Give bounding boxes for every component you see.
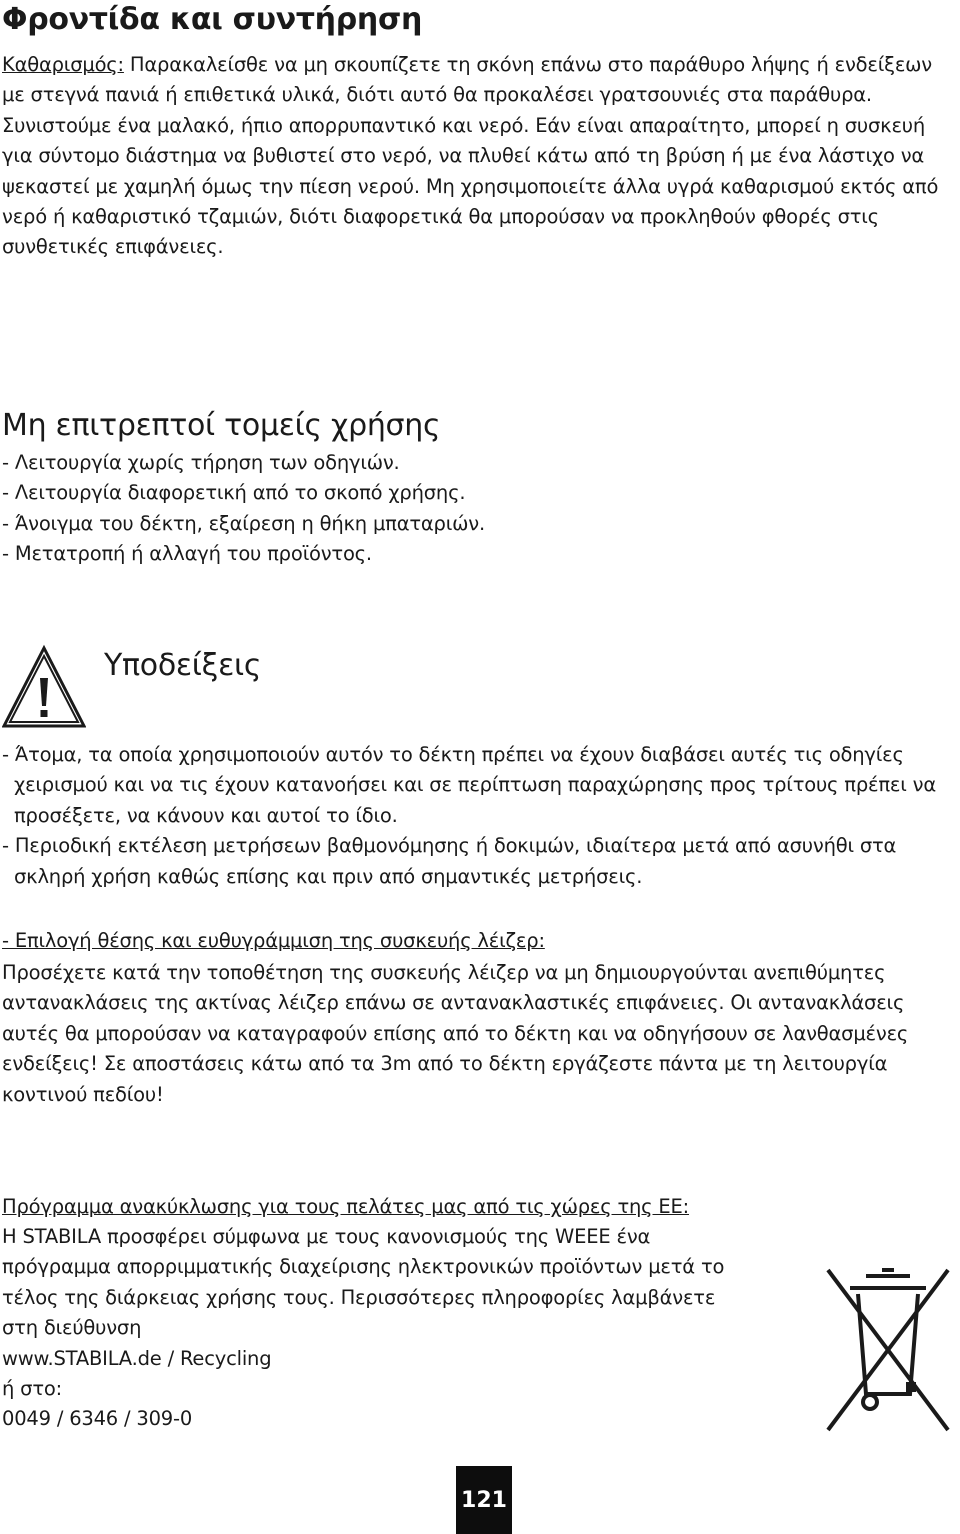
recycling-line: πρόγραμμα απορριμματικής διαχείρισης ηλεκτρονικών προϊόντων μετά το [2,1255,725,1279]
hint-item: - Περιοδική εκτέλεση μετρήσεων βαθμονόμησης ή δοκιμών, ιδιαίτερα μετά από ασυνήθι στα σκληρή χρήση καθώς επίσης και πριν από σημαντικές μετρήσεις. [2,834,897,888]
misuse-item: - Άνοιγμα του δέκτη, εξαίρεση η θήκη μπαταριών. [2,511,485,535]
crossed-out-wheelie-bin-icon [820,1262,956,1438]
misuse-list [2,448,485,570]
cleaning-label: Καθαρισμός: [2,53,124,76]
laser-title: - Επιλογή θέσης και ευθυγράμμιση της συσκευής λέιζερ: [2,929,545,952]
hints-list [2,740,958,892]
misuse-title: Μη επιτρεπτοί τομείς χρήσης [2,408,441,443]
hints-title: Υποδείξεις [104,648,262,683]
warning-triangle-icon [2,626,86,730]
recycling-phone: 0049 / 6346 / 309-0 [2,1407,193,1431]
recycling-line: τέλος της διάρκειας χρήσης τους. Περισσότερες πληροφορίες λαμβάνετε [2,1285,716,1309]
hint-item: - Άτομα, τα οποία χρησιμοποιούν αυτόν το δέκτη πρέπει να έχουν διαβάσει αυτές τις οδηγίες χειρισμού και να τις έχουν κατανοήσει και σε περίπτωση παραχώρησης προς τρίτους πρέπει να προσέξετε, να κάνουν και αυτοί το ίδιο. [2,743,936,827]
recycling-line: Η STABILA προσφέρει σύμφωνα με τους κανονισμούς της WEEE ένα [2,1225,651,1248]
page-number: 121 [456,1466,512,1534]
cleaning-text: Παρακαλείσθε να μη σκουπίζετε τη σκόνη επάνω στο παράθυρο λήψης ή ενδείξεων με στεγνά πανιά ή επιθετικά υλικά, διότι αυτό θα προκαλέσει γρατσουνιές στα παράθυρα. Συνιστούμε ένα μαλακό, ήπιο απορρυπαντικό και νερό. Εάν είναι απαραίτητο, μπορεί η συσκευή για σύντομο διάστημα να βυθιστεί στο νερό, να πλυθεί κάτω από τη βρύση ή με ένα λάστιχο να ψεκαστεί με χαμηλή όμως την πίεση νερού. Μη χρησιμοποιείτε άλλα υγρά καθαρισμού εκτός από νερό ή καθαριστικό τζαμιών, διότι διαφορετικά θα μπορούσαν να προκληθούν φθορές στις συνθετικές επιφάνειες. [2,53,939,259]
recycling-url: www.STABILA.de / Recycling [2,1346,272,1370]
misuse-item: - Λειτουργία διαφορετική από το σκοπό χρήσης. [2,481,466,505]
care-title: Φροντίδα και συντήρηση [2,2,423,37]
recycling-line: ή στο: [2,1377,62,1401]
recycling-title: Πρόγραμμα ανακύκλωσης για τους πελάτες μας από τις χώρες της ΕΕ: [2,1195,690,1218]
laser-text: Προσέχετε κατά την τοποθέτηση της συσκευής λέιζερ να μη δημιουργούνται ανεπιθύμητες αντανακλάσεις της ακτίνας λέιζερ επάνω σε αντανακλαστικές επιφάνειες. Οι αντανακλάσεις αυτές θα μπορούσαν να καταγραφούν επίσης από το δέκτη και να οδηγήσουν σε λανθασμένες ενδείξεις! Σε αποστάσεις κάτω από τα 3m από το δέκτη εργάζεστε πάντα με τη λειτουργία κοντινού πεδίου! [2,961,909,1106]
recycling-body [2,1222,724,1435]
cleaning-paragraph [2,50,958,263]
recycling-line: στη διεύθυνση [2,1316,142,1340]
misuse-item: - Λειτουργία χωρίς τήρηση των οδηγιών. [2,451,400,474]
misuse-item: - Μετατροπή ή αλλαγή του προϊόντος. [2,542,372,566]
